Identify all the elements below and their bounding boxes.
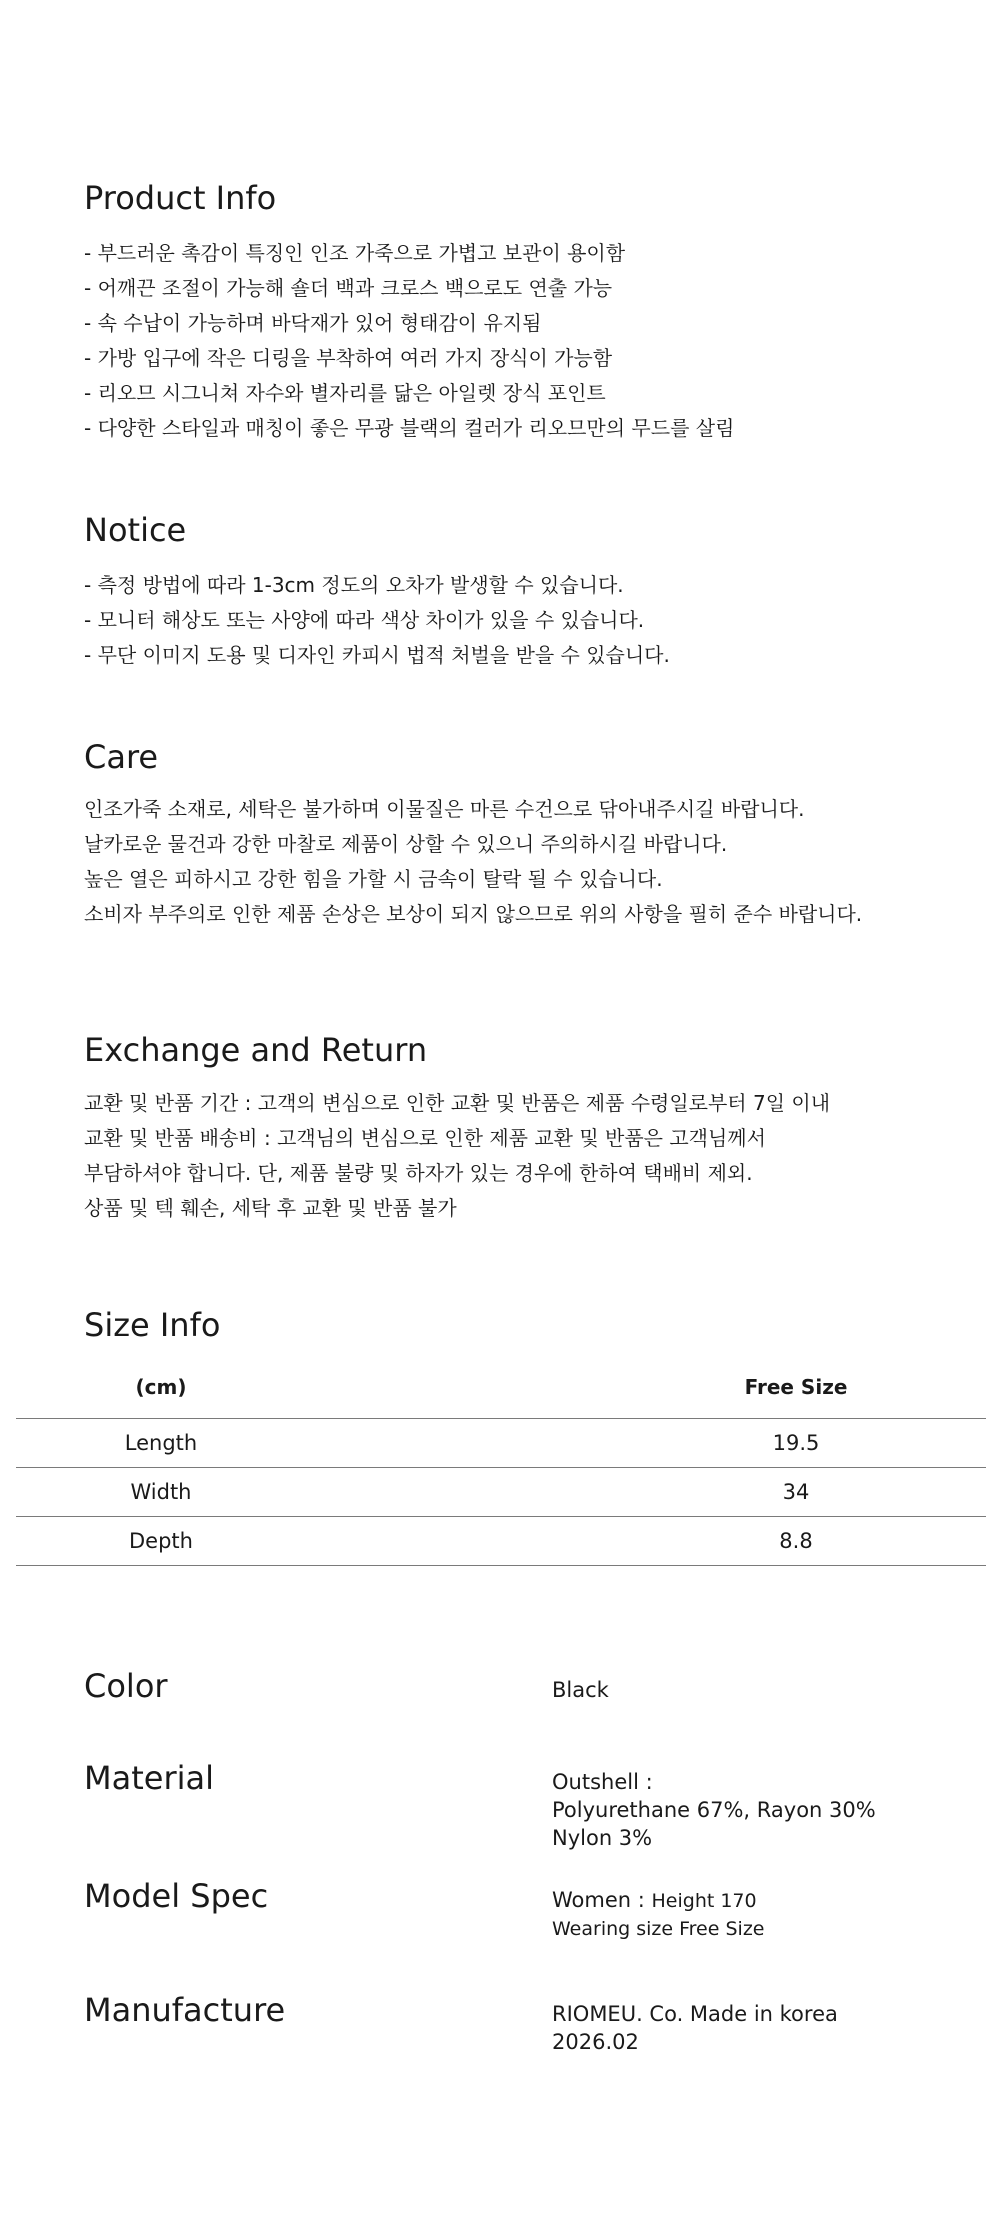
material-line: Nylon 3%	[552, 1826, 653, 1850]
list-item: 상품 및 텍 훼손, 세탁 후 교환 및 반품 불가	[84, 1196, 457, 1220]
list-item: - 다양한 스타일과 매칭이 좋은 무광 블랙의 컬러가 리오므만의 무드를 살림	[84, 416, 735, 440]
table-row	[16, 1419, 986, 1468]
list-item: - 속 수납이 가능하며 바닥재가 있어 형태감이 유지됨	[84, 311, 542, 335]
list-item: - 가방 입구에 작은 디링을 부착하여 여러 가지 장식이 가능함	[84, 346, 613, 370]
product-info-heading: Product Info	[84, 179, 277, 217]
list-item: - 무단 이미지 도용 및 디자인 카피시 법적 처벌을 받을 수 있습니다.	[84, 643, 670, 667]
list-item: 날카로운 물건과 강한 마찰로 제품이 상할 수 있으니 주의하시길 바랍니다.	[84, 832, 728, 856]
model-height: Height 170	[651, 1890, 757, 1912]
manufacture-line: 2026.02	[552, 2030, 639, 2054]
color-label: Color	[84, 1667, 168, 1705]
model-gender: Women :	[552, 1888, 652, 1912]
material-line: Polyurethane 67%, Rayon 30%	[552, 1798, 876, 1822]
size-table-header	[16, 1364, 986, 1419]
row-label: Width	[130, 1480, 192, 1504]
list-item: 교환 및 반품 기간 : 고객의 변심으로 인한 교환 및 반품은 제품 수령일로부터 7일 이내	[84, 1091, 831, 1115]
list-item: - 어깨끈 조절이 가능해 숄더 백과 크로스 백으로도 연출 가능	[84, 276, 613, 300]
list-item: - 모니터 해상도 또는 사양에 따라 색상 차이가 있을 수 있습니다.	[84, 608, 645, 632]
list-item: 교환 및 반품 배송비 : 고객님의 변심으로 인한 제품 교환 및 반품은 고객님께서	[84, 1126, 766, 1150]
notice-list	[84, 568, 670, 673]
care-list	[84, 792, 862, 932]
model-spec-value	[552, 1886, 764, 1943]
model-wearing-size: Wearing size Free Size	[552, 1918, 765, 1940]
list-item: - 측정 방법에 따라 1-3cm 정도의 오차가 발생할 수 있습니다.	[84, 573, 624, 597]
list-item: 인조가죽 소재로, 세탁은 불가하며 이물질은 마른 수건으로 닦아내주시길 바랍니다.	[84, 797, 805, 821]
row-label: Length	[124, 1431, 198, 1455]
exchange-list	[84, 1086, 830, 1226]
unit-header: (cm)	[135, 1375, 187, 1399]
manufacture-value	[552, 2000, 838, 2056]
table-row	[16, 1517, 986, 1566]
table-row	[16, 1468, 986, 1517]
manufacture-label: Manufacture	[84, 1991, 286, 2029]
row-value: 34	[782, 1480, 810, 1504]
list-item: - 리오므 시그니쳐 자수와 별자리를 닮은 아일렛 장식 포인트	[84, 381, 606, 405]
care-heading: Care	[84, 738, 159, 776]
size-header: Free Size	[744, 1375, 848, 1399]
color-value	[552, 1676, 609, 1704]
material-label: Material	[84, 1759, 214, 1797]
model-spec-line	[552, 1886, 764, 1915]
exchange-heading: Exchange and Return	[84, 1031, 428, 1069]
list-item: - 부드러운 촉감이 특징인 인조 가죽으로 가볍고 보관이 용이함	[84, 241, 626, 265]
row-label: Depth	[129, 1529, 193, 1553]
notice-heading: Notice	[84, 511, 187, 549]
size-info-heading: Size Info	[84, 1306, 221, 1344]
list-item: 부담하셔야 합니다. 단, 제품 불량 및 하자가 있는 경우에 한하여 택배비 제외.	[84, 1161, 753, 1185]
material-line: Outshell :	[552, 1770, 653, 1794]
list-item: 높은 열은 피하시고 강한 힘을 가할 시 금속이 탈락 될 수 있습니다.	[84, 867, 663, 891]
row-value: 8.8	[779, 1529, 813, 1553]
manufacture-line: RIOMEU. Co. Made in korea	[552, 2002, 838, 2026]
color-value-text: Black	[552, 1678, 609, 1702]
material-value	[552, 1768, 876, 1852]
size-table	[16, 1364, 986, 1566]
product-info-list	[84, 236, 734, 446]
row-value: 19.5	[772, 1431, 820, 1455]
model-spec-label: Model Spec	[84, 1877, 269, 1915]
list-item: 소비자 부주의로 인한 제품 손상은 보상이 되지 않으므로 위의 사항을 필히 준수 바랍니다.	[84, 902, 863, 926]
